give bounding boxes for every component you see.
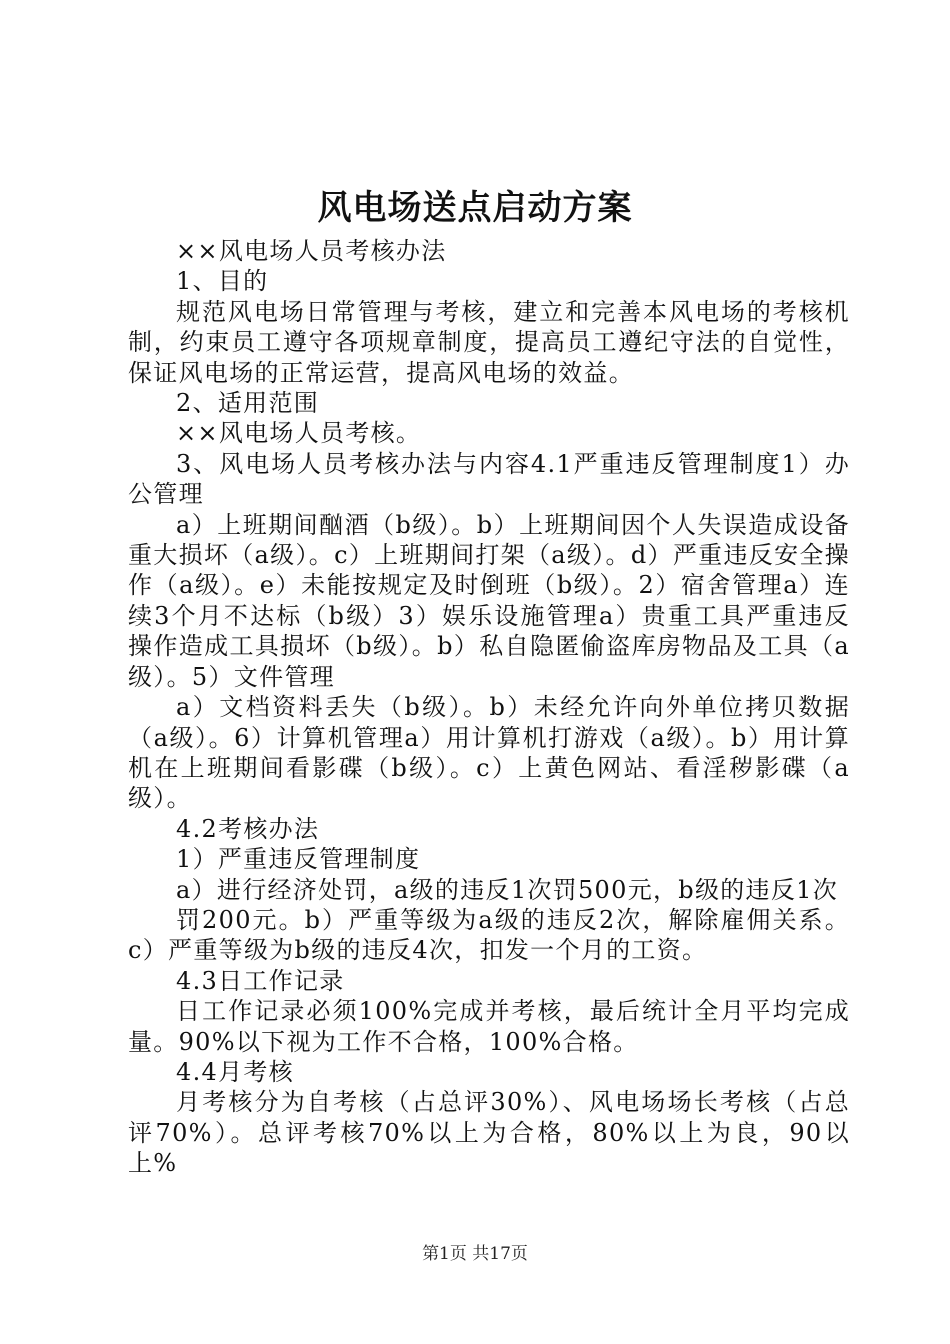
paragraph-penalty-b: 罚200元。b）严重等级为a级的违反2次，解除雇佣关系。c）严重等级为b级的违反4次，扣发一个月的工资。 (128, 905, 850, 965)
page-number-footer: 第1页 共17页 (422, 1244, 528, 1264)
paragraph-daily-record: 日工作记录必须100%完成并考核，最后统计全月平均完成量。90%以下视为工作不合格，100%合格。 (128, 997, 850, 1056)
subheading-serious-violations: 1）严重违反管理制度 (176, 845, 421, 874)
paragraph-violations-files: a）文档资料丢失（b级）。b）未经允许向外单位拷贝数据（a级）。6）计算机管理a）用计算机打游戏（a级）。b）用计算机在上班期间看影碟（b级）。c）上黄色网站、看淫秽影碟（a级）。 (128, 693, 850, 813)
section-heading-4-4: 4.4月考核 (176, 1057, 294, 1086)
paragraph-scope: ××风电场人员考核。 (176, 419, 422, 448)
section-heading-methods: 3、风电场人员考核办法与内容4.1严重违反管理制度1）办公管理 (128, 449, 850, 509)
section-heading-purpose: 1、目的 (176, 267, 269, 296)
section-heading-4-2: 4.2考核办法 (176, 814, 320, 843)
paragraph-monthly-assessment: 月考核分为自考核（占总评30%）、风电场场长考核（占总评70%）。总评考核70%以上为合格，80%以上为良，90以上% (128, 1088, 850, 1178)
heading-assessment-rules: ××风电场人员考核办法 (176, 237, 447, 265)
paragraph-penalty-a: a）进行经济处罚，a级的违反1次罚500元，b级的违反1次 (176, 875, 839, 904)
paragraph-violations-office: a）上班期间酗酒（b级）。b）上班期间因个人失误造成设备重大损坏（a级）。c）上班期间打架（a级）。d）严重违反安全操作（a级）。e）未能按规定及时倒班（b级）。2）宿舍管理a）连续3个月不达标（b级）3）娱乐设施管理a）贵重工具严重违反操作造成工具损坏（b级）。b）私自隐匿偷盗库房物品及工具（a级）。5）文件管理 (128, 510, 850, 691)
section-heading-scope: 2、适用范围 (176, 389, 320, 418)
section-heading-4-3: 4.3日工作记录 (176, 966, 345, 995)
paragraph-purpose: 规范风电场日常管理与考核，建立和完善本风电场的考核机制，约束员工遵守各项规章制度，提高员工遵纪守法的自觉性，保证风电场的正常运营，提高风电场的效益。 (128, 297, 850, 387)
document-body (128, 236, 850, 1179)
document-title: 风电场送点启动方案 (317, 188, 633, 228)
